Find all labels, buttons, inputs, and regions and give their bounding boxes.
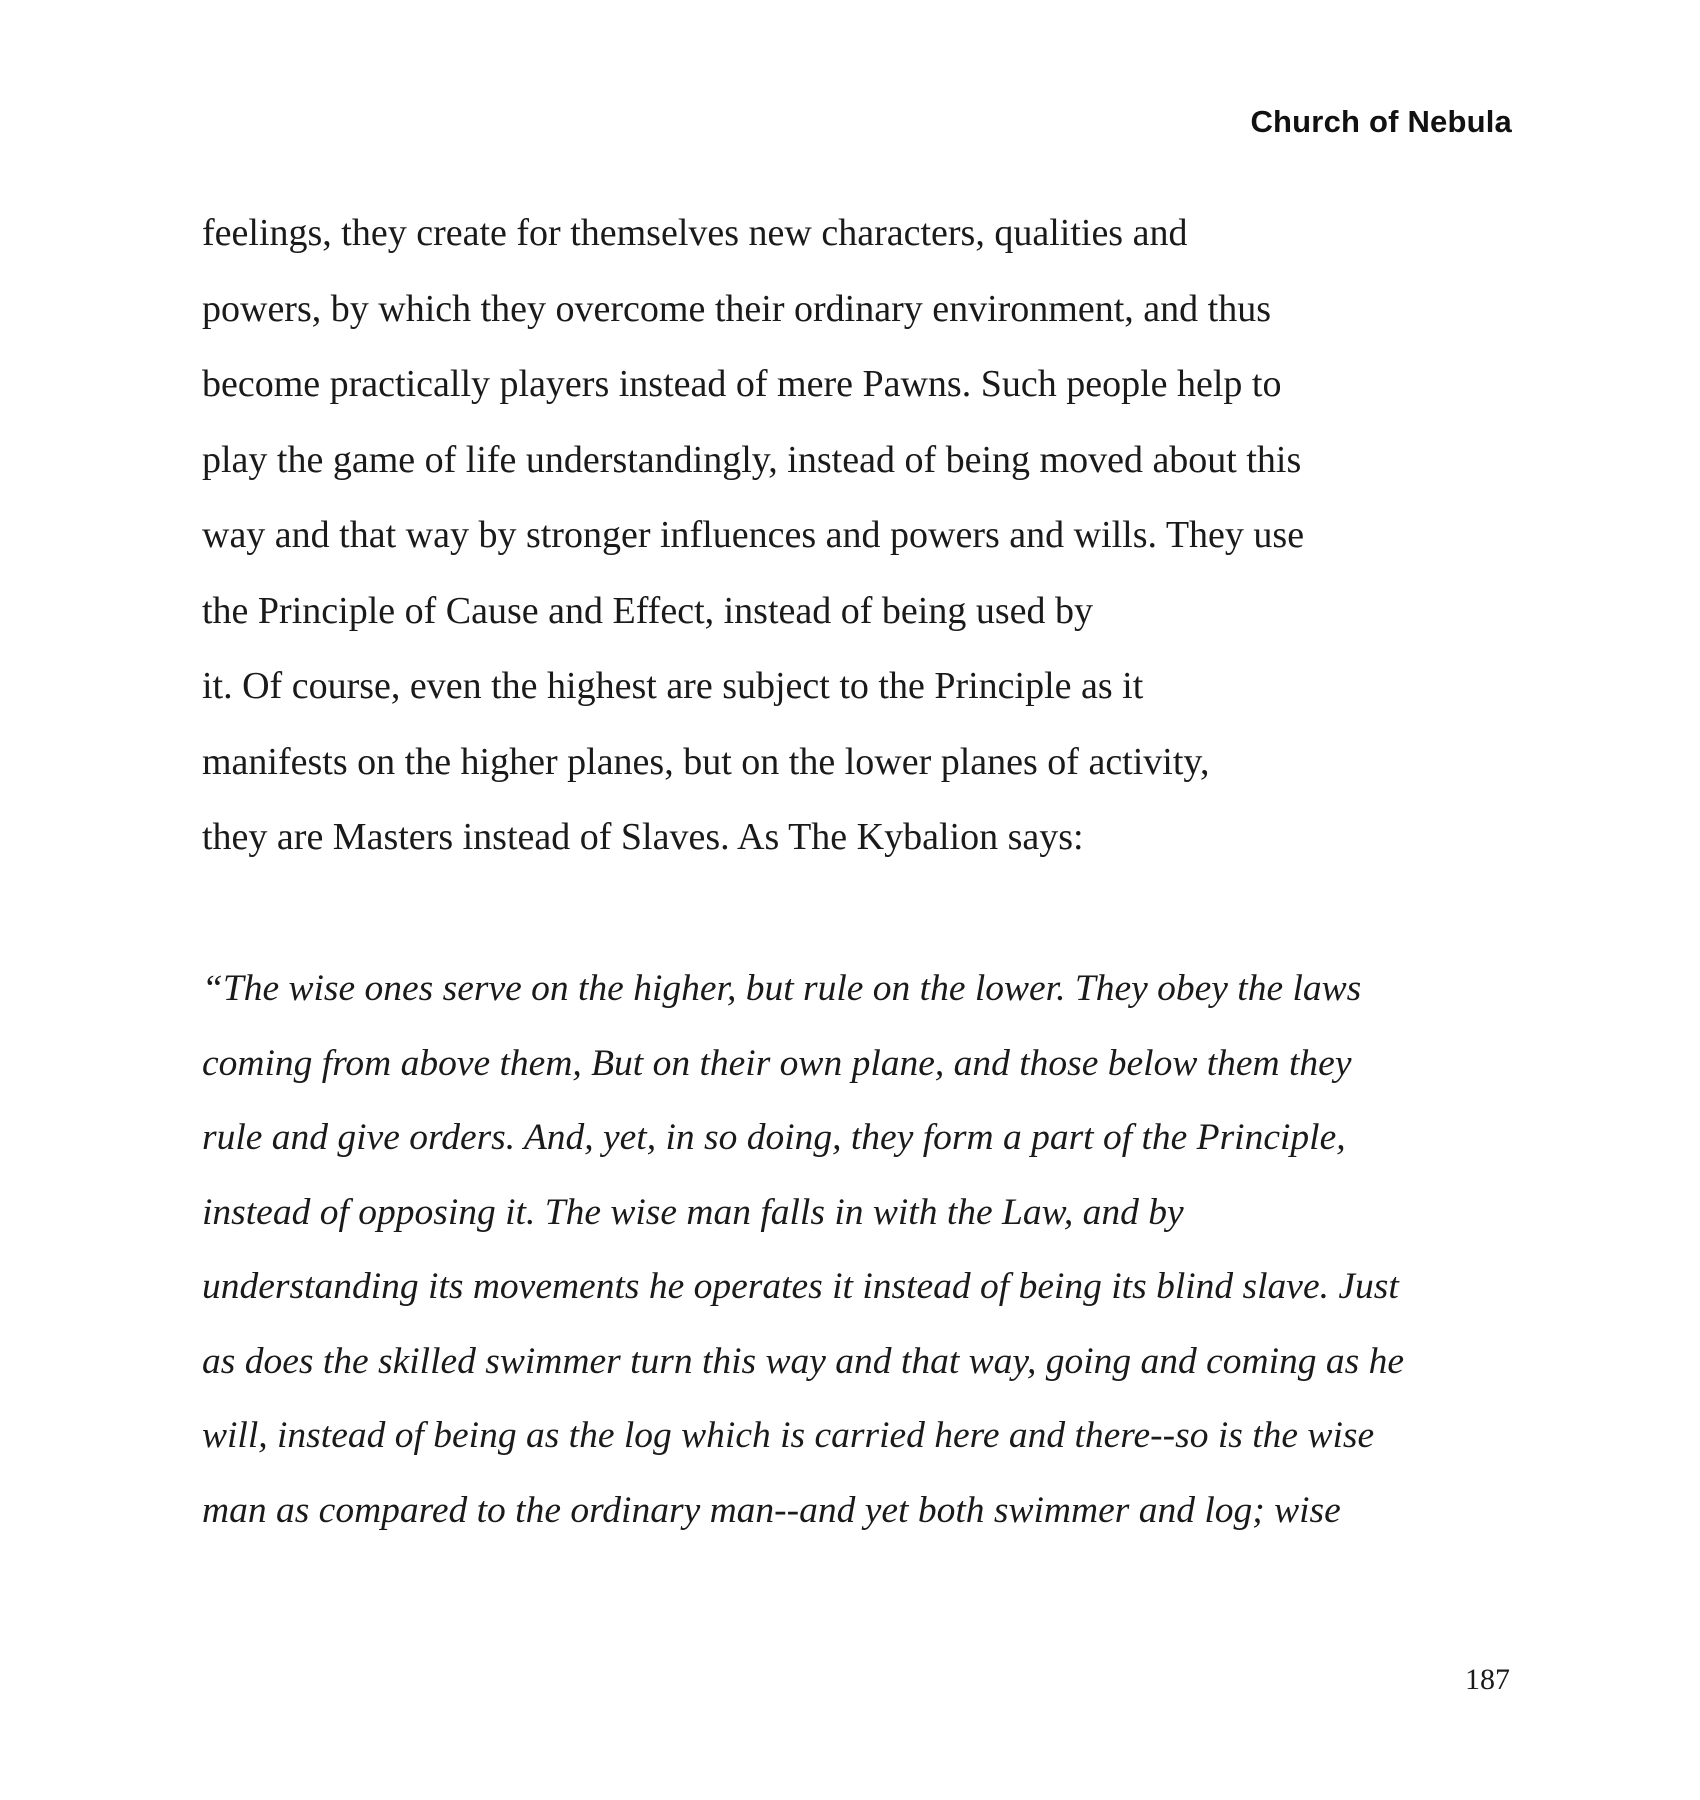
quote-line: rule and give orders. And, yet, in so doing, they form a part of the Principle, [202,1117,1346,1158]
running-header: Church of Nebula [1250,104,1512,139]
paragraph-line: powers, by which they overcome their ordinary environment, and thus [202,287,1271,330]
paragraph-line: it. Of course, even the highest are subject to the Principle as it [202,665,1144,707]
quote-line: understanding its movements he operates it instead of being its blind slave. Just [202,1266,1399,1307]
body-paragraph [202,196,1532,876]
block-quote [202,952,1532,1548]
paragraph-line: manifests on the higher planes, but on the lower planes of activity, [202,740,1210,783]
paragraph-line: feelings, they create for themselves new characters, qualities and [202,212,1188,254]
quote-line: will, instead of being as the log which is carried here and there--so is the wise [202,1415,1375,1456]
paragraph-line: they are Masters instead of Slaves. As The Kybalion says: [202,816,1084,858]
page-number: 187 [1465,1663,1510,1696]
paragraph-line: the Principle of Cause and Effect, instead of being used by [202,589,1093,632]
paragraph-line: way and that way by stronger influences and powers and wills. They use [202,514,1305,556]
quote-line: “The wise ones serve on the higher, but rule on the lower. They obey the laws [202,968,1362,1009]
paragraph-line: become practically players instead of mere Pawns. Such people help to [202,363,1282,405]
quote-line: man as compared to the ordinary man--and yet both swimmer and log; wise [202,1489,1341,1531]
quote-line: coming from above them, But on their own plane, and those below them they [202,1042,1352,1084]
quote-line: instead of opposing it. The wise man falls in with the Law, and by [202,1191,1184,1233]
paragraph-line: play the game of life understandingly, instead of being moved about this [202,438,1302,481]
quote-line: as does the skilled swimmer turn this way and that way, going and coming as he [202,1340,1405,1382]
